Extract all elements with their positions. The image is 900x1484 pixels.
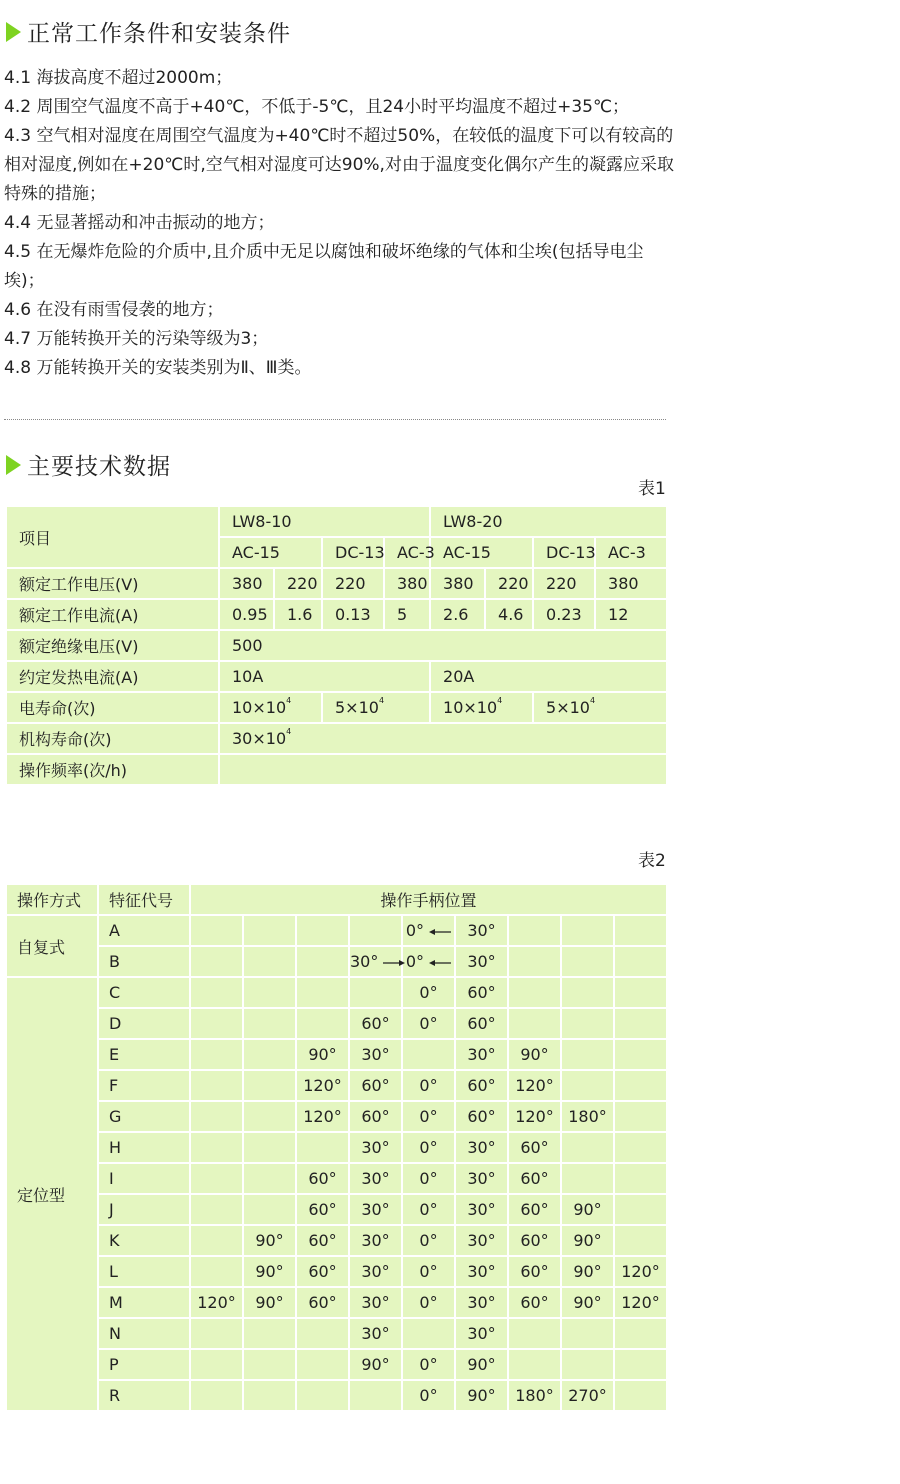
position-cell: [614, 1008, 667, 1039]
position-cell: 60°: [455, 1070, 508, 1101]
table-row: [6, 1380, 667, 1411]
position-cell: 0°: [402, 977, 455, 1008]
code-cell: L: [98, 1256, 190, 1287]
table-row: [6, 723, 667, 754]
position-cell: 120°: [296, 1101, 349, 1132]
position-cell: 30°: [349, 946, 402, 977]
code-cell: H: [98, 1132, 190, 1163]
header-position: 操作手柄位置: [190, 884, 667, 915]
position-cell: [614, 1101, 667, 1132]
position-cell: [561, 1163, 614, 1194]
position-cell: 60°: [455, 1101, 508, 1132]
exponent: 4: [589, 696, 596, 705]
position-cell: [508, 1008, 561, 1039]
table-cell: 12: [595, 599, 667, 630]
position-cell: 180°: [508, 1380, 561, 1411]
position-cell: [614, 1225, 667, 1256]
row-label: 机构寿命(次): [6, 723, 219, 754]
green-triangle-icon: [6, 22, 21, 42]
code-cell: M: [98, 1287, 190, 1318]
position-cell: [614, 1039, 667, 1070]
table-cell: 0.95: [219, 599, 274, 630]
position-cell: [614, 946, 667, 977]
table-row: [6, 754, 667, 785]
position-cell: 90°: [561, 1256, 614, 1287]
position-cell: 120°: [508, 1101, 561, 1132]
position-cell: 30°: [349, 1194, 402, 1225]
position-cell: 30°: [455, 1039, 508, 1070]
table-cell: 220: [274, 568, 322, 599]
position-cell: [243, 1163, 296, 1194]
position-cell: [190, 1380, 243, 1411]
position-cell: [190, 1194, 243, 1225]
table-row: [6, 1287, 667, 1318]
condition-item: 4.8 万能转换开关的安装类别为Ⅱ、Ⅲ类。: [4, 358, 312, 378]
position-cell: 90°: [561, 1194, 614, 1225]
position-cell: [190, 1318, 243, 1349]
position-cell: [243, 1349, 296, 1380]
position-cell: 120°: [296, 1070, 349, 1101]
position-cell: [402, 1318, 455, 1349]
position-cell: [349, 1380, 402, 1411]
arrow-left-icon: [429, 959, 451, 967]
table-row: [6, 692, 667, 723]
position-cell: [190, 1256, 243, 1287]
position-cell: [508, 915, 561, 946]
table-row: [6, 1225, 667, 1256]
table-cell: 2.6: [430, 599, 485, 630]
position-cell: [243, 1101, 296, 1132]
position-cell: 30°: [349, 1132, 402, 1163]
position-cell: 30°: [349, 1256, 402, 1287]
position-cell: [349, 915, 402, 946]
position-cell: [190, 1132, 243, 1163]
position-cell: [296, 946, 349, 977]
position-cell: 0°: [402, 946, 455, 977]
position-cell: [561, 1039, 614, 1070]
position-cell: 90°: [243, 1287, 296, 1318]
table-cell: 1.6: [274, 599, 322, 630]
position-cell: 30°: [455, 1225, 508, 1256]
table-row: [6, 1194, 667, 1225]
table-row: [6, 884, 667, 915]
table-cell: 20A: [430, 661, 667, 692]
position-cell: 60°: [455, 977, 508, 1008]
code-cell: I: [98, 1163, 190, 1194]
table-row: [6, 977, 667, 1008]
row-label: 操作频率(次/h): [6, 754, 219, 785]
table-cell: 220: [322, 568, 384, 599]
table-row: [6, 1163, 667, 1194]
position-cell: 0°: [402, 1163, 455, 1194]
table-cell: 220: [485, 568, 533, 599]
row-label: 额定工作电流(A): [6, 599, 219, 630]
position-cell: 30°: [349, 1225, 402, 1256]
sub-header: AC-15: [430, 537, 533, 568]
position-cell: 60°: [296, 1194, 349, 1225]
position-cell: 60°: [349, 1070, 402, 1101]
table-row: [6, 661, 667, 692]
code-cell: R: [98, 1380, 190, 1411]
condition-item: 4.2 周围空气温度不高于+40℃，不低于-5℃，且24小时平均温度不超过+35℃；: [4, 97, 630, 117]
position-cell: [508, 1349, 561, 1380]
section-title-text: 正常工作条件和安装条件: [27, 21, 291, 47]
code-cell: E: [98, 1039, 190, 1070]
position-cell: [508, 946, 561, 977]
table-row: [6, 946, 667, 977]
sub-header: DC-13: [533, 537, 595, 568]
position-cell: 0°: [402, 1070, 455, 1101]
position-cell: 90°: [243, 1225, 296, 1256]
position-cell: 90°: [508, 1039, 561, 1070]
position-cell: [243, 977, 296, 1008]
position-cell: [561, 1318, 614, 1349]
arrow-left-icon: [429, 928, 451, 936]
position-cell: 30°: [455, 915, 508, 946]
position-cell: 90°: [561, 1287, 614, 1318]
position-cell: [243, 1194, 296, 1225]
table-cell: $5\times 10^4$: [533, 692, 667, 723]
code-cell: J: [98, 1194, 190, 1225]
position-cell: [243, 915, 296, 946]
position-cell: 30°: [349, 1163, 402, 1194]
dotted-divider: [4, 419, 666, 420]
position-cell: [614, 915, 667, 946]
position-cell: [243, 946, 296, 977]
header-mode: 操作方式: [6, 884, 98, 915]
conditions-list: [4, 64, 674, 383]
position-cell: [296, 1132, 349, 1163]
code-cell: K: [98, 1225, 190, 1256]
row-label: 电寿命(次): [6, 692, 219, 723]
position-cell: [508, 1318, 561, 1349]
position-cell: 0°: [402, 1225, 455, 1256]
condition-item: 4.1 海拔高度不超过2000m；: [4, 68, 233, 88]
position-cell: 60°: [508, 1256, 561, 1287]
table-cell: 380: [430, 568, 485, 599]
position-cell: [349, 977, 402, 1008]
table-cell: 5: [384, 599, 430, 630]
sub-header: AC-3: [595, 537, 667, 568]
position-cell: [561, 1070, 614, 1101]
table-row: [6, 1008, 667, 1039]
position-cell: [243, 1070, 296, 1101]
position-cell: [190, 1349, 243, 1380]
position-cell: [402, 1039, 455, 1070]
table-cell: $30\times 10^4$: [219, 723, 667, 754]
table-cell: 4.6: [485, 599, 533, 630]
table-row: [6, 915, 667, 946]
code-cell: B: [98, 946, 190, 977]
table-row: [6, 1132, 667, 1163]
table-cell: 380: [595, 568, 667, 599]
table-row: [6, 1349, 667, 1380]
condition-item: 4.4 无显著摇动和冲击振动的地方；: [4, 213, 275, 233]
code-cell: C: [98, 977, 190, 1008]
position-cell: 60°: [508, 1163, 561, 1194]
position-cell: [561, 1008, 614, 1039]
position-cell: 30°: [455, 946, 508, 977]
position-cell: [190, 1225, 243, 1256]
exponent: 4: [286, 696, 292, 705]
table-row: [6, 630, 667, 661]
table-cell: 380: [219, 568, 274, 599]
position-cell: 60°: [349, 1101, 402, 1132]
code-cell: N: [98, 1318, 190, 1349]
table1: [5, 505, 668, 786]
position-cell: [190, 1101, 243, 1132]
table1-caption: 表1: [638, 479, 666, 499]
position-cell: 60°: [296, 1256, 349, 1287]
position-cell: 0°: [402, 1194, 455, 1225]
position-cell: 90°: [243, 1256, 296, 1287]
table-row: [6, 1101, 667, 1132]
table-row: [6, 599, 667, 630]
table-row: [6, 1318, 667, 1349]
position-cell: [296, 1380, 349, 1411]
position-cell: [190, 946, 243, 977]
position-cell: [190, 1008, 243, 1039]
sub-header: AC-15: [219, 537, 322, 568]
position-cell: 90°: [296, 1039, 349, 1070]
position-cell: 60°: [508, 1194, 561, 1225]
position-cell: 0°: [402, 1380, 455, 1411]
row-label: 额定工作电压(V): [6, 568, 219, 599]
position-cell: [561, 946, 614, 977]
row-label: 额定绝缘电压(V): [6, 630, 219, 661]
position-cell: [614, 1194, 667, 1225]
position-cell: 270°: [561, 1380, 614, 1411]
code-cell: D: [98, 1008, 190, 1039]
code-cell: F: [98, 1070, 190, 1101]
header-code: 特征代号: [98, 884, 190, 915]
exponent: 4: [286, 727, 292, 736]
position-cell: [614, 1318, 667, 1349]
position-cell: 120°: [614, 1287, 667, 1318]
position-cell: 180°: [561, 1101, 614, 1132]
position-cell: [190, 915, 243, 946]
table-row: [6, 506, 667, 537]
position-cell: 90°: [349, 1349, 402, 1380]
table2: [5, 883, 668, 1412]
position-cell: 30°: [349, 1287, 402, 1318]
position-cell: [296, 1349, 349, 1380]
table-cell: 220: [533, 568, 595, 599]
code-cell: A: [98, 915, 190, 946]
position-cell: [243, 1132, 296, 1163]
position-cell: [614, 1380, 667, 1411]
condition-item: 4.3 空气相对湿度在周围空气温度为+40℃时不超过50%，在较低的温度下可以有较高的相对湿度,例如在+20℃时,空气相对湿度可达90%,对由于温度变化偶尔产生的凝露应采取特殊的措施；: [4, 126, 674, 204]
sub-header: DC-13: [322, 537, 384, 568]
position-cell: [614, 1132, 667, 1163]
position-cell: 30°: [455, 1163, 508, 1194]
position-cell: [296, 1318, 349, 1349]
code-cell: P: [98, 1349, 190, 1380]
exponent: 4: [378, 696, 385, 705]
sub-header: AC-3: [384, 537, 430, 568]
position-cell: 90°: [455, 1380, 508, 1411]
position-cell: [614, 1070, 667, 1101]
model-header-a: LW8-10: [219, 506, 430, 537]
position-cell: [561, 977, 614, 1008]
table-cell: [219, 754, 667, 785]
position-cell: 0°: [402, 1132, 455, 1163]
position-cell: 60°: [508, 1287, 561, 1318]
table-cell: 0.23: [533, 599, 595, 630]
position-cell: [243, 1008, 296, 1039]
position-cell: 60°: [455, 1008, 508, 1039]
position-cell: [243, 1380, 296, 1411]
position-cell: 0°: [402, 1008, 455, 1039]
position-cell: 60°: [508, 1132, 561, 1163]
position-cell: [190, 1163, 243, 1194]
condition-item: 4.7 万能转换开关的污染等级为3；: [4, 329, 269, 349]
exponent: 4: [497, 696, 503, 705]
item-header: 项目: [6, 506, 219, 568]
table-row: [6, 1256, 667, 1287]
table-row: [6, 1039, 667, 1070]
position-cell: 60°: [296, 1163, 349, 1194]
table-cell: 0.13: [322, 599, 384, 630]
position-cell: [190, 977, 243, 1008]
table-cell: $10\times 10^4$: [219, 692, 322, 723]
position-cell: 60°: [296, 1287, 349, 1318]
table-cell: 10A: [219, 661, 430, 692]
position-cell: 0°: [402, 1287, 455, 1318]
table-row: [6, 568, 667, 599]
position-cell: 60°: [296, 1225, 349, 1256]
position-cell: [614, 1163, 667, 1194]
position-cell: 60°: [349, 1008, 402, 1039]
position-cell: [508, 977, 561, 1008]
model-header-b: LW8-20: [430, 506, 667, 537]
position-cell: [296, 1008, 349, 1039]
position-cell: [614, 977, 667, 1008]
section-title-tech-data: [6, 448, 171, 481]
table-cell: $10\times 10^4$: [430, 692, 533, 723]
position-cell: [561, 1132, 614, 1163]
position-cell: 30°: [455, 1194, 508, 1225]
condition-item: 4.5 在无爆炸危险的介质中,且介质中无足以腐蚀和破坏绝缘的气体和尘埃(包括导电尘埃)；: [4, 242, 644, 291]
position-cell: [190, 1039, 243, 1070]
position-cell: 0°: [402, 1256, 455, 1287]
position-cell: 30°: [455, 1318, 508, 1349]
position-cell: [614, 1349, 667, 1380]
position-cell: 30°: [455, 1287, 508, 1318]
position-cell: 0°: [402, 1101, 455, 1132]
row-label: 约定发热电流(A): [6, 661, 219, 692]
position-cell: 30°: [455, 1132, 508, 1163]
position-cell: [561, 915, 614, 946]
position-cell: 30°: [349, 1318, 402, 1349]
position-cell: [296, 915, 349, 946]
table-row: [6, 1070, 667, 1101]
position-cell: 120°: [508, 1070, 561, 1101]
code-cell: G: [98, 1101, 190, 1132]
position-cell: 0°: [402, 1349, 455, 1380]
position-cell: 30°: [349, 1039, 402, 1070]
position-cell: 0°: [402, 915, 455, 946]
table2-caption: 表2: [638, 851, 666, 871]
position-cell: [296, 977, 349, 1008]
group-positioning: 定位型: [6, 977, 98, 1411]
green-triangle-icon: [6, 455, 21, 475]
position-cell: [243, 1318, 296, 1349]
table-cell: 380: [384, 568, 430, 599]
position-cell: 60°: [508, 1225, 561, 1256]
condition-item: 4.6 在没有雨雪侵袭的地方；: [4, 300, 224, 320]
arrow-right-icon: [383, 959, 405, 967]
position-cell: [243, 1039, 296, 1070]
section-title-text: 主要技术数据: [27, 454, 171, 480]
position-cell: [561, 1349, 614, 1380]
position-cell: 120°: [190, 1287, 243, 1318]
position-cell: 30°: [455, 1256, 508, 1287]
position-cell: 120°: [614, 1256, 667, 1287]
position-cell: [190, 1070, 243, 1101]
section-title-conditions: [6, 15, 291, 48]
table-cell: $5\times 10^4$: [322, 692, 430, 723]
group-self-reset: 自复式: [6, 915, 98, 977]
position-cell: 90°: [561, 1225, 614, 1256]
position-cell: 90°: [455, 1349, 508, 1380]
table-cell: 500: [219, 630, 667, 661]
